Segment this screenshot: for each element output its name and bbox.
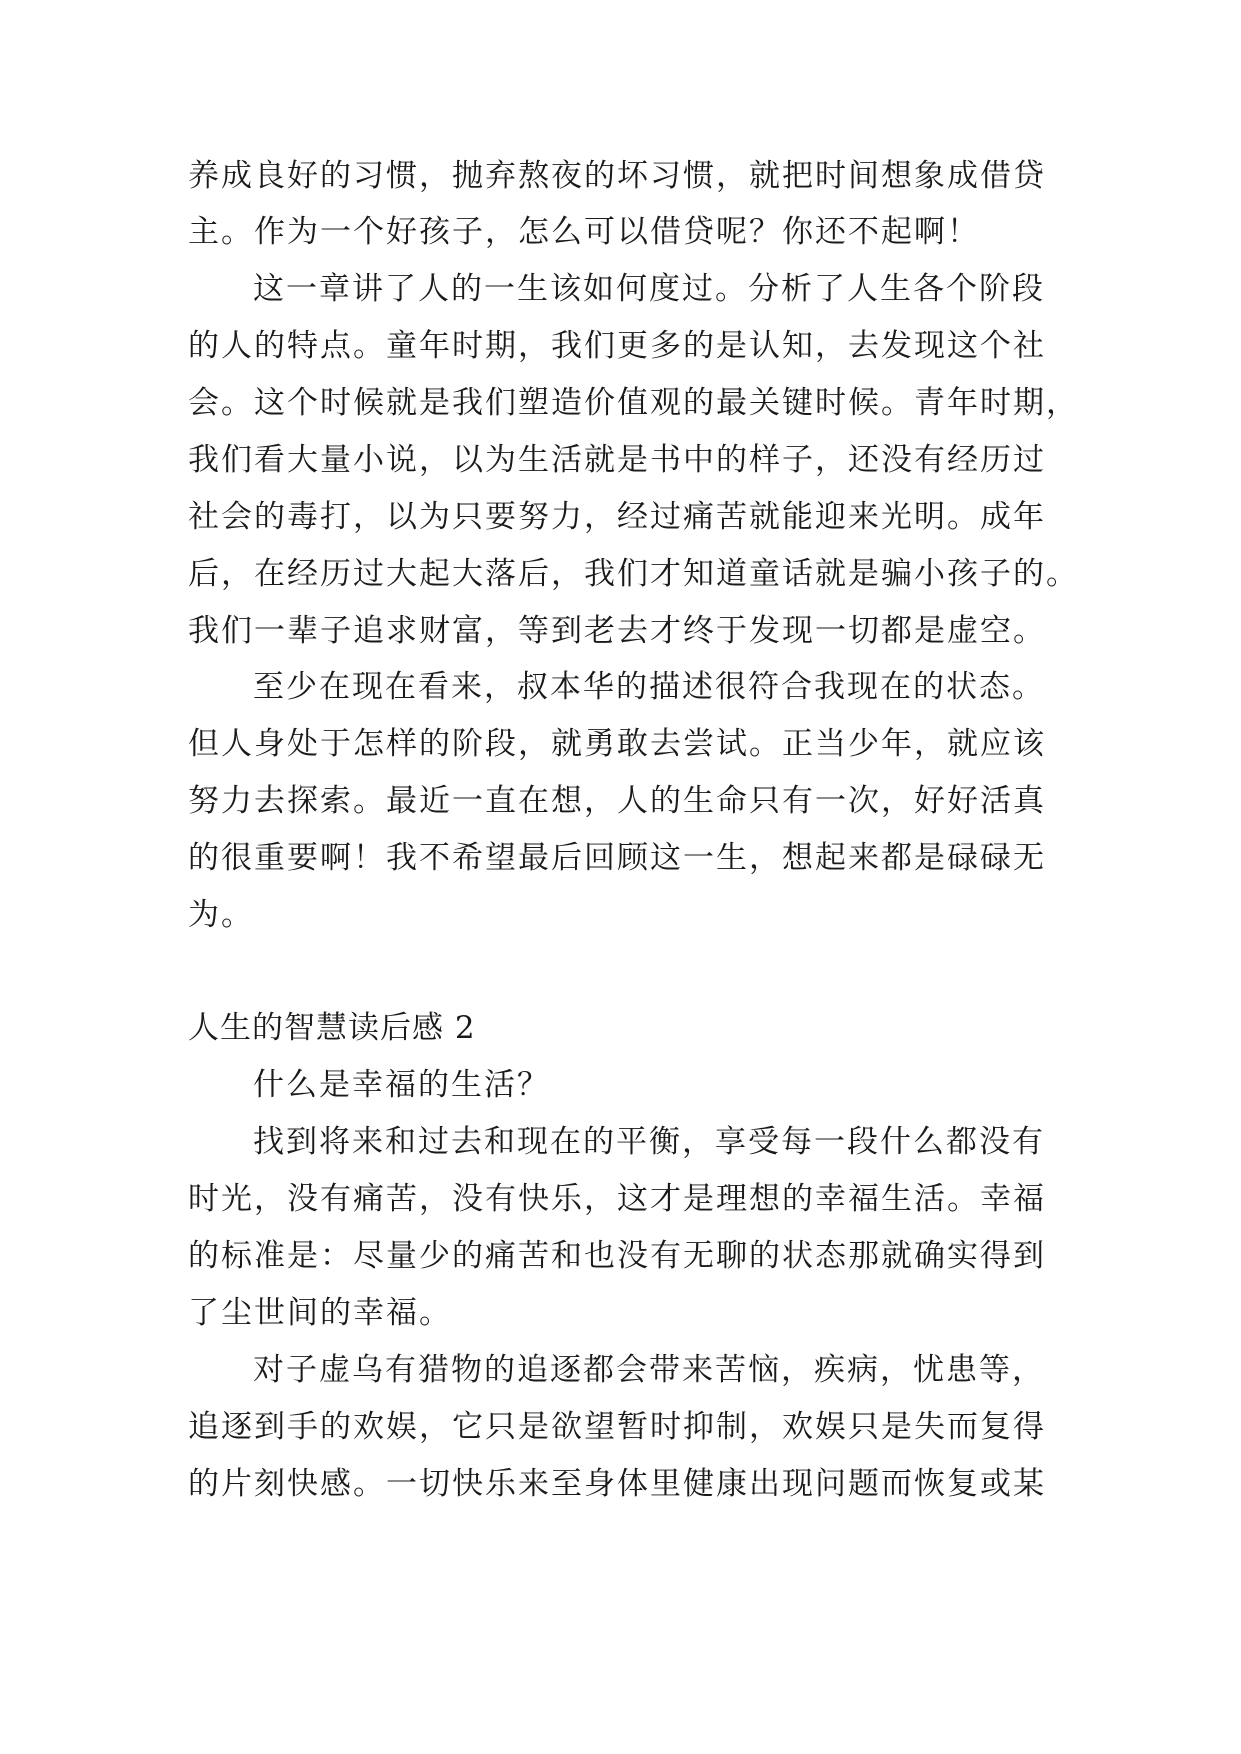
- paragraph-line: 的标准是：尽量少的痛苦和也没有无聊的状态那就确实得到: [188, 1238, 1046, 1274]
- paragraph-line: 找到将来和过去和现在的平衡，享受每一段什么都没有: [253, 1124, 1045, 1160]
- paragraph-line: 社会的毒打，以为只要努力，经过痛苦就能迎来光明。成年: [188, 499, 1046, 535]
- paragraph-line: 了尘世间的幸福。: [188, 1295, 452, 1331]
- paragraph-line: 会。这个时候就是我们塑造价值观的最关键时候。青年时期，: [188, 385, 1079, 421]
- paragraph-line: 什么是幸福的生活？: [253, 1067, 550, 1103]
- paragraph-line: 后，在经历过大起大落后，我们才知道童话就是骗小孩子的。: [188, 556, 1079, 592]
- paragraph-line: 但人身处于怎样的阶段，就勇敢去尝试。正当少年，就应该: [188, 726, 1046, 762]
- paragraph-line: 的人的特点。童年时期，我们更多的是认知，去发现这个社: [188, 328, 1046, 364]
- paragraph-line: 至少在现在看来，叔本华的描述很符合我现在的状态。: [253, 669, 1045, 705]
- paragraph-line: 对子虚乌有猎物的追逐都会带来苦恼，疾病，忧患等，: [253, 1352, 1045, 1388]
- paragraph-line: 的片刻快感。一切快乐来至身体里健康出现问题而恢复或某: [188, 1466, 1046, 1502]
- paragraph-line: 时光，没有痛苦，没有快乐，这才是理想的幸福生活。幸福: [188, 1181, 1046, 1217]
- paragraph-line: 我们一辈子追求财富，等到老去才终于发现一切都是虚空。: [188, 613, 1046, 649]
- paragraph-line: 为。: [188, 897, 254, 933]
- section-heading: 人生的智慧读后感 2: [188, 1010, 476, 1046]
- paragraph-line: 养成良好的习惯，抛弃熬夜的坏习惯，就把时间想象成借贷: [188, 158, 1046, 194]
- paragraph-line: 我们看大量小说，以为生活就是书中的样子，还没有经历过: [188, 442, 1046, 478]
- paragraph-line: 主。作为一个好孩子，怎么可以借贷呢？你还不起啊！: [188, 214, 980, 250]
- paragraph-line: 努力去探索。最近一直在想，人的生命只有一次，好好活真: [188, 783, 1046, 819]
- paragraph-line: 追逐到手的欢娱，它只是欲望暂时抑制，欢娱只是失而复得: [188, 1409, 1046, 1445]
- paragraph-line: 的很重要啊！我不希望最后回顾这一生，想起来都是碌碌无: [188, 840, 1046, 876]
- paragraph-line: 这一章讲了人的一生该如何度过。分析了人生各个阶段: [253, 271, 1045, 307]
